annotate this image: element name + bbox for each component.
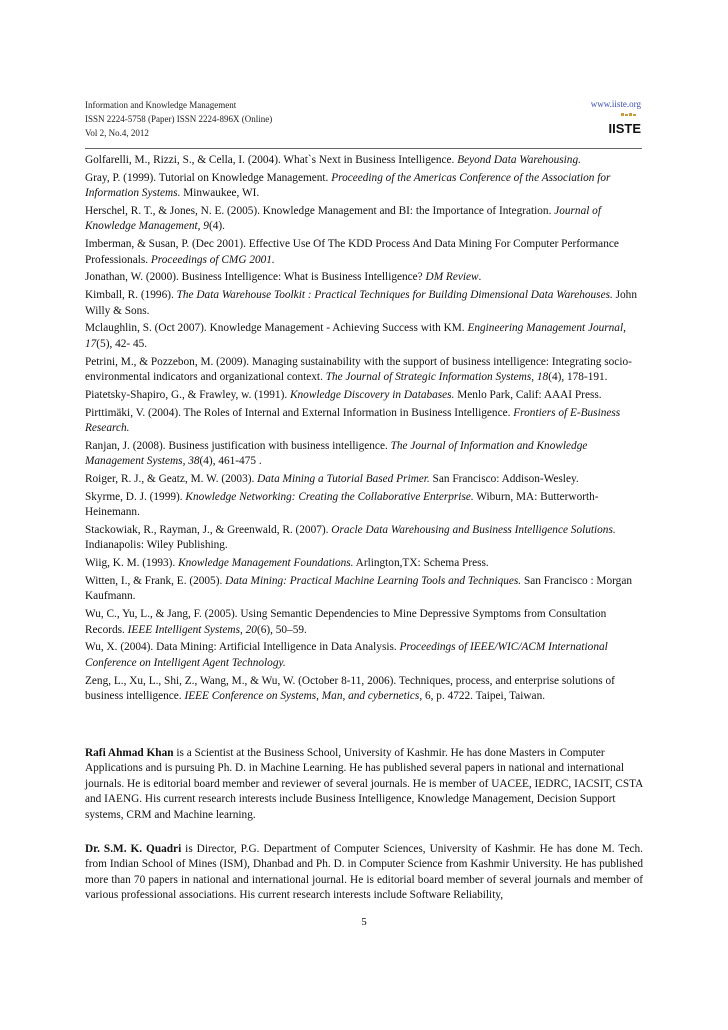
reference-details: Minwaukee, WI. [180,187,260,200]
author-bio-text-2: is Director, P.G. Department of Computer Sciences, University of Kashmir. He has done M. Tech. from Indian School of Mines (ISM), Dhanbad and Ph. D. in Computer Science from Kashmir University. He has published more than 70 papers in national and international journal. He is editorial board member of several journals and member of various professional associations. His current research interests include Software Reliability, [85,843,643,902]
reference-text: Mclaughlin, S. (Oct 2007). Knowledge Management - Achieving Success with KM. [85,322,468,335]
reference-source-title: The Journal of Information and Knowledge Management Systems, 38 [85,439,588,468]
reference-item [85,153,645,168]
reference-details: John Willy & Sons. [85,289,637,317]
author-bio-1 [85,746,643,823]
reference-list [85,153,645,707]
reference-details: (6), 50–59. [256,623,307,636]
reference-item [85,472,645,487]
reference-item [85,321,645,352]
reference-details: (5), 42- 45. [96,337,148,350]
reference-item [85,674,645,705]
reference-text: Ranjan, J. (2008). Business justification with business intelligence. [85,439,391,452]
reference-details: San Francisco : Morgan Kaufmann. [85,575,632,603]
reference-source-title: Frontiers of E-Business Research. [85,406,621,435]
reference-source-title: Proceedings of CMG 2001. [150,253,275,266]
iiste-logo [608,113,642,136]
reference-source-title: Knowledge Management Foundations. [178,557,354,570]
reference-item [85,607,645,638]
reference-item [85,556,645,571]
reference-text: Herschel, R. T., & Jones, N. E. (2005). Knowledge Management and BI: the Importance of Integration. [85,205,555,217]
reference-text: Kimball, R. (1996). [85,289,177,302]
reference-details: . [478,271,482,284]
reference-text: Golfarelli, M., Rizzi, S., & Cella, I. (2004). What`s Next in Business Intelligence. [85,154,458,166]
reference-source-title: Data Mining: Practical Machine Learning Tools and Techniques. [225,575,522,588]
reference-source-title: Knowledge Discovery in Databases. [290,388,455,401]
reference-item [85,355,645,386]
issn-line: ISSN 2224-5758 (Paper) ISSN 2224-896X (Online) [85,114,273,124]
reference-text: Piatetsky-Shapiro, G., & Frawley, w. (1991). [85,388,290,401]
reference-text: Petrini, M., & Pozzebon, M. (2009). Managing sustainability with the support of business intelligence: Integrating socio-environmental indicators and organizational context. [85,355,632,384]
reference-text: Wu, X. (2004). Data Mining: Artificial Intelligence in Data Analysis. [85,641,400,654]
reference-source-title: Engineering Management Journal, 17 [85,322,626,350]
header-divider [85,148,642,149]
reference-text: Wu, C., Yu, L., & Jang, F. (2005). Using Semantic Dependencies to Mine Depressive Symptoms from Consultation Records. [85,608,607,636]
reference-source-title: IEEE Conference on Systems, Man, and cybernetics [184,690,420,703]
reference-source-title: Journal of Knowledge Management, 9 [85,205,601,233]
reference-details: Menlo Park, Calif: AAAI Press. [454,388,602,401]
reference-item [85,439,645,470]
reference-source-title: Oracle Data Warehousing and Business Intelligence Solutions. [331,524,616,537]
reference-text: Imberman, & Susan, P. (Dec 2001). Effective Use Of The KDD Process And Data Mining For Computer Performance Professionals. [85,238,619,266]
reference-source-title: The Data Warehouse Toolkit : Practical Techniques for Building Dimensional Data Warehouses. [176,289,613,302]
reference-source-title: IEEE Intelligent Systems, 20 [127,623,257,636]
reference-text: Witten, I., & Frank, E. (2005). [85,575,226,588]
reference-details: (4), 178-191. [548,371,608,384]
reference-text: Gray, P. (1999). Tutorial on Knowledge Management. [85,171,332,184]
author-bio-text-1: is a Scientist at the Business School, University of Kashmir. He has done Masters in Computer Applications and is pursuing Ph. D. in Machine Learning. He has published several papers in national and international journals. He is editorial board member and reviewer of several journals. He is member of UACEE, IEDRC, IACSIT, CSTA and IAENG. His current research interests include Business Intelligence, Knowledge Management, Decision Support systems, CRM and Machine learning. [85,747,643,821]
reference-item [85,523,645,554]
reference-details: Indianapolis: Wiley Publishing. [85,539,228,552]
reference-details: (4). [208,220,225,233]
reference-item [85,171,645,202]
reference-source-title: DM Review [425,271,479,284]
reference-text: Pirttimäki, V. (2004). The Roles of Internal and External Information in Business Intelligence. [85,406,514,419]
reference-details: , 6, p. 4722. Taipei, Taiwan. [419,690,546,703]
reference-item [85,204,645,235]
journal-url-link[interactable]: www.iiste.org [590,99,641,109]
author-bio-2 [85,842,643,904]
reference-source-title: Knowledge Networking: Creating the Collaborative Enterprise. [185,490,474,503]
reference-item [85,270,645,285]
reference-item [85,406,645,437]
reference-text: Wiig, K. M. (1993). [85,557,179,570]
reference-details: San Francisco: Addison-Wesley. [429,473,579,486]
reference-item [85,490,645,521]
reference-item [85,237,645,268]
reference-text: Jonathan, W. (2000). Business Intelligence: What is Business Intelligence? [85,271,426,284]
author-name-2: Dr. S.M. K. Quadri [85,843,182,855]
reference-source-title: Beyond Data Warehousing. [457,154,581,166]
reference-source-title: The Journal of Strategic Information Systems, 18 [325,371,549,384]
volume-line: Vol 2, No.4, 2012 [85,128,149,138]
reference-text: Roiger, R. J., & Geatz, M. W. (2003). [85,473,258,486]
page-number: 5 [361,916,367,928]
reference-item [85,574,645,605]
author-name-1: Rafi Ahmad Khan [85,747,174,759]
reference-text: Skyrme, D. J. (1999). [85,490,186,503]
reference-text: Stackowiak, R., Rayman, J., & Greenwald, R. (2007). [85,524,332,537]
reference-text: Zeng, L., Xu, L., Shi, Z., Wang, M., & Wu, W. (October 8-11, 2006). Techniques, process, and enterprise solutions of business intelligence. [85,674,615,703]
reference-item [85,640,645,671]
reference-source-title: Proceedings of IEEE/WIC/ACM International Conference on Intelligent Agent Technology. [85,641,608,669]
reference-item [85,288,645,319]
reference-item [85,388,645,403]
reference-source-title: Data Mining a Tutorial Based Primer. [257,473,430,486]
reference-details: Arlington,TX: Schema Press. [353,557,489,570]
journal-name: Information and Knowledge Management [85,100,237,110]
reference-details: (4), 461-475 . [199,455,262,468]
reference-details: Wiburn, MA: Butterworth-Heinemann. [85,490,599,519]
reference-source-title: Proceeding of the Americas Conference of the Association for Information Systems. [85,171,611,200]
logo-text: IISTE [608,121,641,136]
